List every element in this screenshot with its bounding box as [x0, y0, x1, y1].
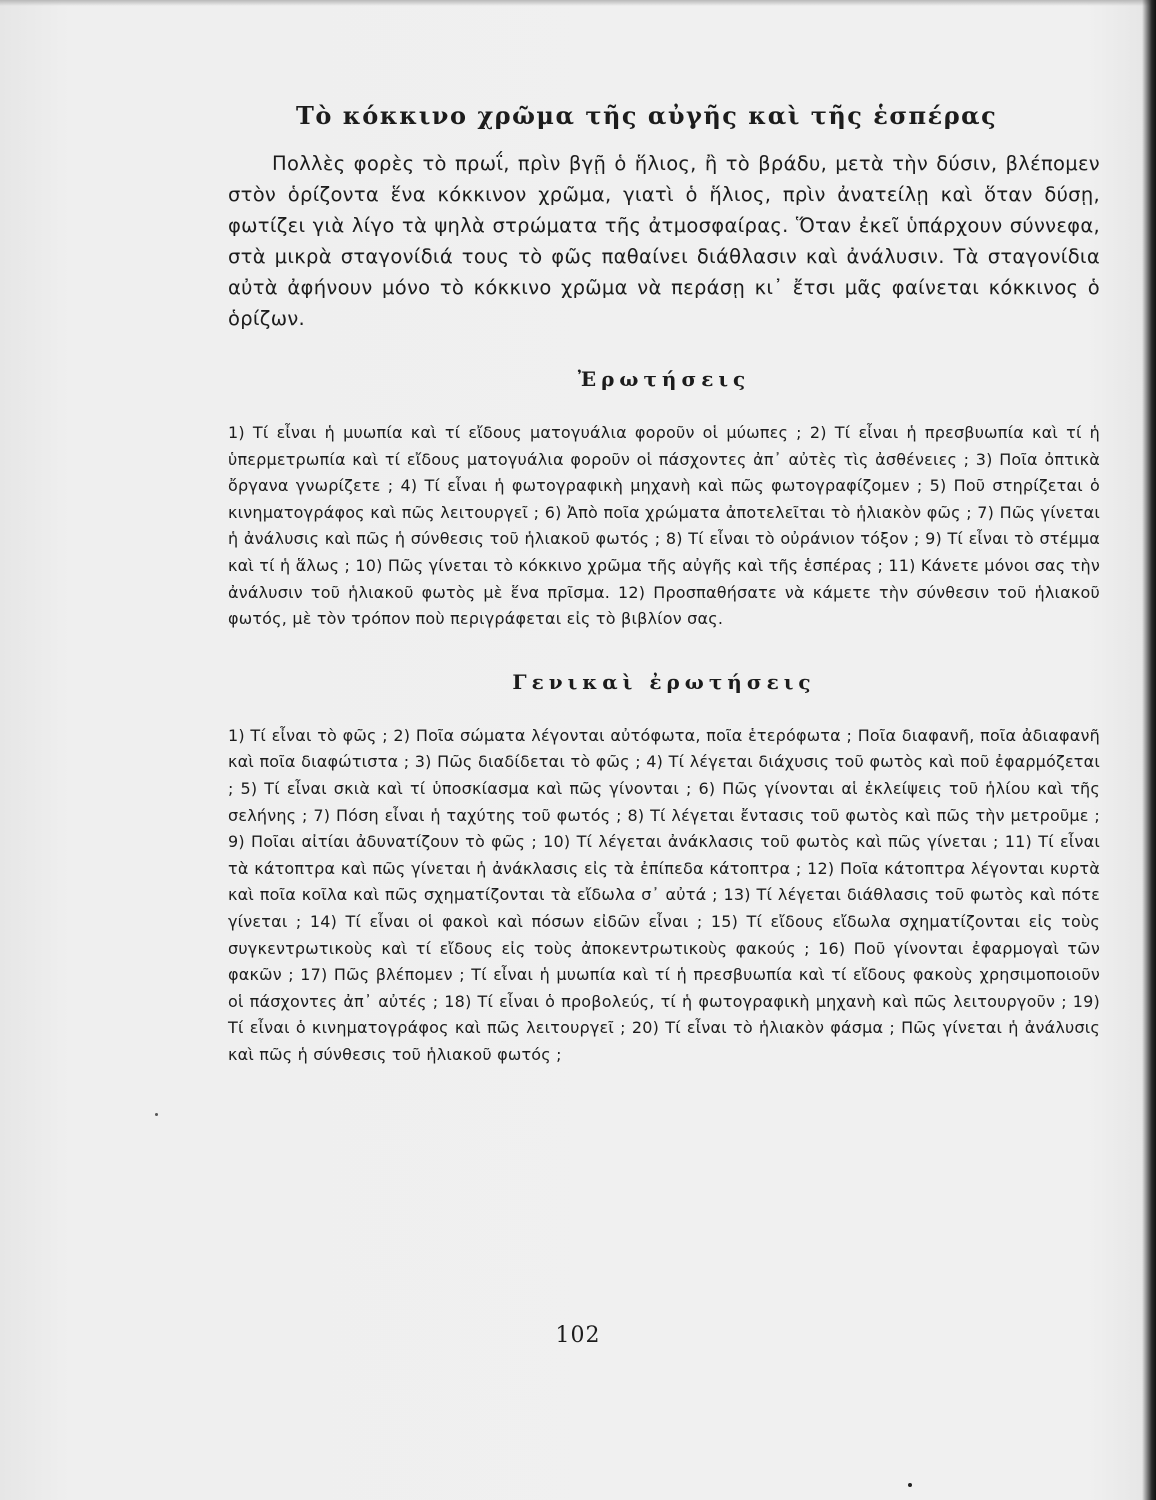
page-number: 102 — [555, 1323, 601, 1348]
page-top-shadow — [0, 0, 1156, 6]
page-title: Τὸ κόκκινο χρῶμα τῆς αὐγῆς καὶ τῆς ἑσπέρας — [296, 101, 998, 130]
questions-paragraph: 1) Τί εἶναι ἡ μυωπία καὶ τί εἴδους ματογυάλια φοροῦν οἱ μύωπες ; 2) Τί εἶναι ἡ πρεσβυωπία καὶ τί ἡ ὑπερμετρωπία καὶ τί εἴδους ματογυάλια φοροῦν οἱ πάσχοντες ἀπ᾽ αὐτὲς τὶς ἀσθένειες ; 3) Ποῖα ὀπτικὰ ὄργανα γνωρίζετε ; 4) Τί εἶναι ἡ φωτογραφικὴ μηχανὴ καὶ πῶς φωτογραφίζομεν ; 5) Ποῦ στηρίζεται ὁ κινηματογράφος καὶ πῶς λειτουργεῖ ; 6) Ἀπὸ ποῖα χρώματα ἀποτελεῖται τὸ ἡλιακὸν φῶς ; 7) Πῶς γίνεται ἡ ἀνάλυσις καὶ πῶς ἡ σύνθεσις τοῦ ἡλιακοῦ φωτός ; 8) Τί εἶναι τὸ οὐράνιον τόξον ; 9) Τί εἶναι τὸ στέμμα καὶ τί ἡ ἅλως ; 10) Πῶς γίνεται τὸ κόκκινο χρῶμα τῆς αὐγῆς καὶ τῆς ἑσπέρας ; 11) Κάνετε μόνοι σας τὴν ἀνάλυσιν τοῦ ἡλιακοῦ φωτὸς μὲ ἕνα πρῖσμα. 12) Προσπαθήσατε νὰ κάμετε τὴν σύνθεσιν τοῦ ἡλιακοῦ φωτός, μὲ τὸν τρόπον ποὺ περιγράφεται εἰς τὸ βιβλίον σας. — [228, 423, 1100, 629]
body-paragraph: Πολλὲς φορὲς τὸ πρωΐ, πρὶν βγῇ ὁ ἥλιος, ἢ τὸ βράδυ, μετὰ τὴν δύσιν, βλέπομεν στὸν ὁρίζοντα ἕνα κόκκινον χρῶμα, γιατὶ ὁ ἥλιος, πρὶν ἀνατείλῃ καὶ ὅταν δύσῃ, φωτίζει γιὰ λίγο τὰ ψηλὰ στρώματα τῆς ἀτμοσφαίρας. Ὅταν ἐκεῖ ὑπάρχουν σύννεφα, στὰ μικρὰ σταγονίδιά τους τὸ φῶς παθαίνει διάθλασιν καὶ ἀνάλυσιν. Τὰ σταγονίδια αὐτὰ ἀφήνουν μόνο τὸ κόκκινο χρῶμα νὰ περάσῃ κι᾽ ἔτσι μᾶς φαίνεται κόκκινος ὁ ὁρίζων. — [228, 152, 1100, 330]
page-content — [228, 96, 1100, 1068]
general-questions-heading: Γενικαὶ ἐρωτήσεις — [512, 669, 816, 694]
general-questions-paragraph: 1) Τί εἶναι τὸ φῶς ; 2) Ποῖα σώματα λέγονται αὐτόφωτα, ποῖα ἑτερόφωτα ; Ποῖα διαφανῆ, ποῖα ἀδιαφανῆ καὶ ποῖα διαφώτιστα ; 3) Πῶς διαδίδεται τὸ φῶς ; 4) Τί λέγεται διάχυσις τοῦ φωτὸς καὶ ποῦ ἐφαρμόζεται ; 5) Τί εἶναι σκιὰ καὶ τί ὑποσκίασμα καὶ πῶς γίνονται ; 6) Πῶς γίνονται αἱ ἐκλείψεις τοῦ ἡλίου καὶ τῆς σελήνης ; 7) Πόση εἶναι ἡ ταχύτης τοῦ φωτός ; 8) Τί λέγεται ἔντασις τοῦ φωτὸς καὶ πῶς τὴν μετροῦμε ; 9) Ποῖαι αἰτίαι ἀδυνατίζουν τὸ φῶς ; 10) Τί λέγεται ἀνάκλασις τοῦ φωτὸς καὶ πῶς γίνεται ; 11) Τί εἶναι τὰ κάτοπτρα καὶ πῶς γίνεται ἡ ἀνάκλασις εἰς τὰ ἐπίπεδα κάτοπτρα ; 12) Ποῖα κάτοπτρα λέγονται κυρτὰ καὶ ποῖα κοῖλα καὶ πῶς σχηματίζονται τὰ εἴδωλα σ᾽ αὐτά ; 13) Τί λέγεται διάθλασις τοῦ φωτὸς καὶ πότε γίνεται ; 14) Τί εἶναι οἱ φακοὶ καὶ πόσων εἰδῶν εἶναι ; 15) Τί εἴδους εἴδωλα σχηματίζονται εἰς τοὺς συγκεντρωτικοὺς καὶ τί εἴδους εἰς τοὺς ἀποκεντρωτικοὺς φακούς ; 16) Ποῦ γίνονται ἐφαρμογαὶ τῶν φακῶν ; 17) Πῶς βλέπομεν ; Τί εἶναι ἡ μυωπία καὶ τί ἡ πρεσβυωπία καὶ τί εἴδους φακοὺς χρησιμοποιοῦν οἱ πάσχοντες ἀπ᾽ αὐτές ; 18) Τί εἶναι ὁ προβολεύς, τί ἡ φωτογραφικὴ μηχανὴ καὶ πῶς λειτουργοῦν ; 19) Τί εἶναι ὁ κινηματογράφος καὶ πῶς λειτουργεῖ ; 20) Τί εἶναι τὸ ἡλιακὸν φάσμα ; Πῶς γίνεται ἡ ἀνάλυσις καὶ πῶς ἡ σύνθεσις τοῦ ἡλιακοῦ φωτός ; — [228, 725, 1100, 1064]
page-right-edge — [1142, 0, 1156, 1500]
questions-heading: Ἐρωτήσεις — [577, 367, 751, 391]
paper-speck — [908, 1483, 912, 1487]
paper-speck — [155, 1113, 158, 1116]
